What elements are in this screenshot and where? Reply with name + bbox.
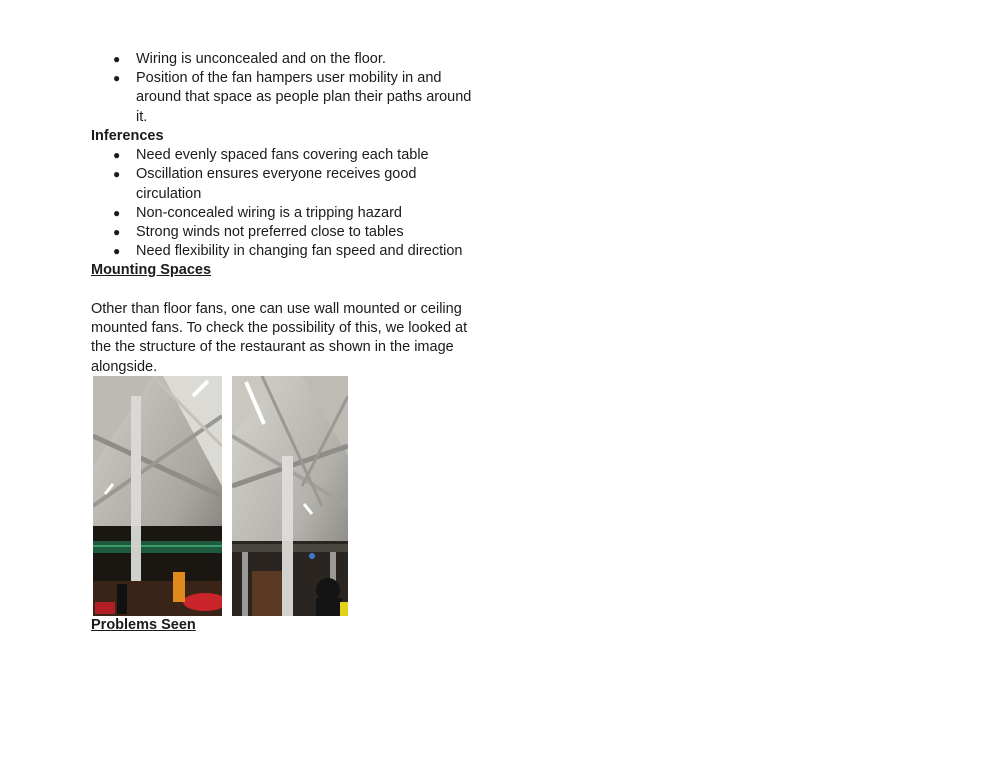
list-item — [91, 204, 481, 223]
restaurant-structure-photo-2 — [232, 376, 348, 616]
restaurant-structure-photo-1 — [93, 376, 222, 616]
list-item — [91, 223, 481, 242]
list-item-text: Wiring is unconcealed and on the floor. — [136, 51, 386, 67]
list-item — [91, 242, 481, 261]
inferences-heading: Inferences — [91, 128, 164, 144]
problems-bullet-list — [91, 50, 481, 127]
list-item-text: Need flexibility in changing fan speed and direction — [136, 243, 463, 260]
list-item-text: Need evenly spaced fans covering each table — [136, 147, 429, 164]
bullet-icon: ● — [113, 52, 121, 66]
list-item — [91, 165, 481, 203]
bullet-icon: ● — [113, 205, 121, 220]
list-item-text: Non-concealed wiring is a tripping hazard — [136, 204, 402, 221]
mounting-paragraph: Other than floor fans, one can use wall mounted or ceiling mounted fans. To check the possibility of this, we looked at the the structure of the restaurant as shown in the image alongside. — [91, 301, 468, 375]
list-item — [91, 69, 481, 127]
bullet-icon: ● — [113, 71, 121, 86]
bullet-icon: ● — [113, 148, 121, 163]
list-item-text: Strong winds not preferred close to tables — [136, 224, 404, 241]
list-item-text: Position of the fan hampers user mobility in and around that space as people plan their paths around it. — [136, 70, 472, 125]
list-item-text: Oscillation ensures everyone receives good circulation — [136, 166, 417, 202]
bullet-icon: ● — [113, 225, 121, 240]
mounting-section — [91, 261, 481, 280]
bullet-icon: ● — [113, 167, 121, 182]
list-item — [91, 146, 481, 165]
inferences-section — [91, 127, 481, 261]
problems-seen-heading: Problems Seen — [91, 617, 196, 633]
list-item — [91, 50, 481, 69]
problems-seen-section — [91, 616, 481, 635]
mounting-paragraph-block — [91, 300, 481, 377]
mounting-heading: Mounting Spaces — [91, 262, 212, 278]
bullet-icon: ● — [113, 244, 121, 259]
